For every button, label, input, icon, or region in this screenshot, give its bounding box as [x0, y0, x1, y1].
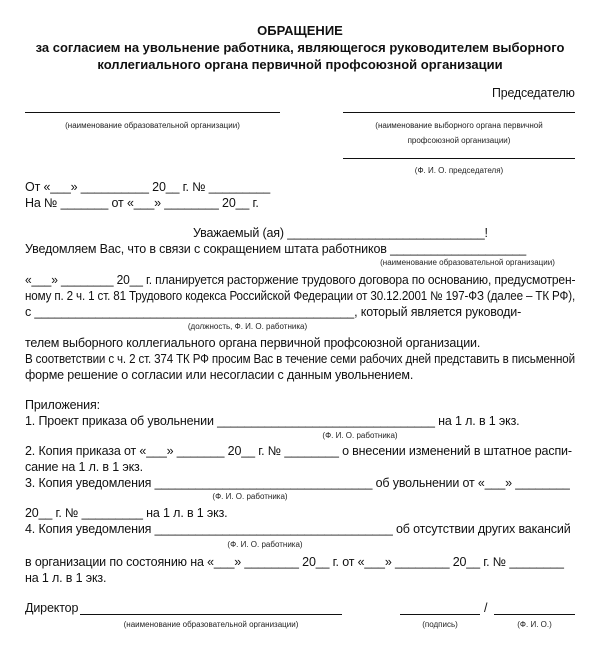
document-subtitle-line2: коллегиального органа первичной профсоюзной организации	[97, 57, 503, 72]
signature-line	[400, 614, 480, 615]
signature-caption: (подпись)	[422, 620, 458, 629]
greeting: Уважаемый (ая) _____________________________!	[193, 226, 488, 240]
attachment-2-line2: сание на 1 л. в 1 экз.	[25, 460, 143, 474]
paragraph2-line2: форме решение о согласии или несогласии с данным увольнением.	[25, 368, 414, 382]
attachment-1-caption: (Ф. И. О. работника)	[322, 431, 398, 440]
director-label: Директор	[25, 601, 79, 615]
attachment-1: 1. Проект приказа об увольнении ________________________________ на 1 л. в 1 экз.	[25, 414, 520, 428]
union-body-line	[343, 112, 575, 113]
paragraph1-line4: телем выборного коллегиального органа первичной профсоюзной организации.	[25, 336, 481, 350]
attachments-heading: Приложения:	[25, 398, 100, 412]
director-org-line	[80, 614, 342, 615]
union-body-caption-line1: (наименование выборного органа первичной	[375, 121, 543, 130]
position-caption: (должность, Ф. И. О. работника)	[187, 322, 308, 331]
outgoing-reference: От «___» __________ 20__ г. № _________	[25, 180, 271, 194]
chairman-label: Председателю	[492, 86, 575, 100]
attachment-4-line2: в организации по состоянию на «___» ________ 20__ г. от «___» ________ 20__ г. № ________	[25, 555, 564, 569]
paragraph1-line3: с _______________________________________________, который является руководи-	[25, 305, 522, 319]
notification-line: Уведомляем Вас, что в связи с сокращением штата работников ____________________	[25, 242, 527, 256]
paragraph1-line2: ному п. 2 ч. 1 ст. 81 Трудового кодекса Российской Федерации от 30.12.2001 № 197-ФЗ (далее – ТК РФ),	[25, 289, 576, 303]
paragraph1-line1: «___» ________ 20__ г. планируется расторжение трудового договора по основанию, предусмотрен-	[25, 273, 576, 287]
union-body-caption-line2: профсоюзной организации)	[407, 136, 511, 145]
notify-org-caption: (наименование образовательной организации)	[380, 258, 555, 267]
paragraph2-line1: В соответствии с ч. 2 ст. 374 ТК РФ просим Вас в течение семи рабочих дней представить в письменной	[25, 352, 575, 366]
org-name-line	[25, 112, 280, 113]
incoming-reference: На № _______ от «___» ________ 20__ г.	[25, 196, 259, 210]
document-title: ОБРАЩЕНИЕ	[257, 23, 343, 38]
attachment-4-caption: (Ф. И. О. работника)	[227, 540, 303, 549]
signature-separator: /	[484, 601, 488, 615]
attachment-4-line1: 4. Копия уведомления ___________________________________ об отсутствии других вакансий	[25, 522, 571, 536]
attachment-4-line3: на 1 л. в 1 экз.	[25, 571, 107, 585]
attachment-2-line1: 2. Копия приказа от «___» _______ 20__ г. № ________ о внесении изменений в штатное распи-	[25, 444, 572, 458]
org-name-caption: (наименование образовательной организации)	[65, 121, 240, 130]
director-fio-line	[494, 614, 575, 615]
document-subtitle-line1: за согласием на увольнение работника, являющегося руководителем выборного	[35, 40, 565, 55]
chairman-fio-caption: (Ф. И. О. председателя)	[414, 166, 504, 175]
attachment-3-line2: 20__ г. № _________ на 1 л. в 1 экз.	[25, 506, 228, 520]
attachment-3-line1: 3. Копия уведомления ________________________________ об увольнении от «___» ________	[25, 476, 570, 490]
director-fio-caption: (Ф. И. О.)	[517, 620, 552, 629]
director-org-caption: (наименование образовательной организации)	[123, 620, 299, 629]
chairman-fio-line	[343, 158, 575, 159]
attachment-3-caption: (Ф. И. О. работника)	[212, 492, 288, 501]
